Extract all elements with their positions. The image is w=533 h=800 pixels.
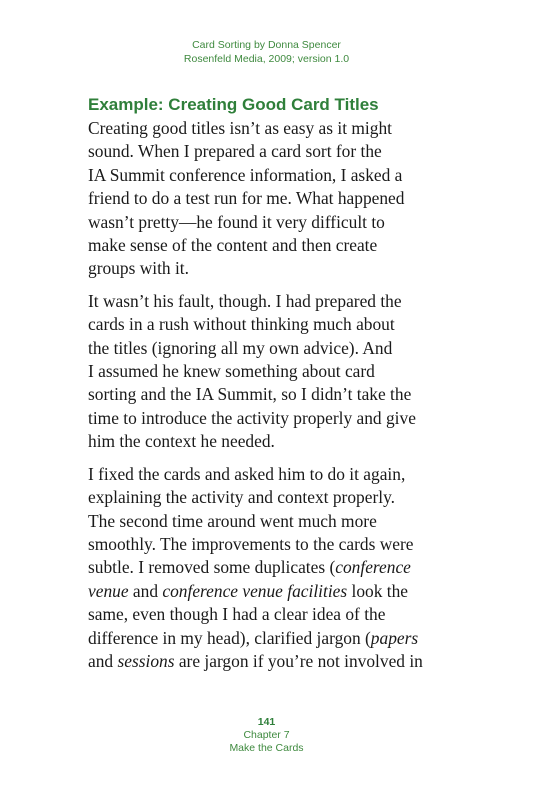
text-line: explaining the activity and context properly.: [88, 487, 395, 508]
text-line: time to introduce the activity properly and give: [88, 407, 416, 428]
text-line: [88, 650, 468, 673]
text-line: the titles (ignoring all my own advice). And: [88, 337, 393, 358]
text-segment: look the: [347, 580, 409, 601]
paragraph-1: [88, 117, 468, 281]
text-segment: are jargon if you’re not involved in: [174, 650, 423, 671]
section-title: Example: Creating Good Card Titles: [88, 95, 379, 114]
text-segment: difference in my head), clarified jargon (: [88, 627, 371, 648]
italic-term: venue: [88, 580, 129, 601]
italic-term: sessions: [117, 650, 175, 671]
text-line: I assumed he knew something about card: [88, 361, 375, 382]
text-line: [88, 580, 468, 603]
text-line: I fixed the cards and asked him to do it again,: [88, 463, 406, 484]
paragraph-3: [88, 463, 468, 674]
text-segment: and: [128, 580, 163, 601]
header-book-title: Card Sorting by Donna Spencer: [192, 39, 341, 51]
italic-term: conference venue facilities: [162, 580, 348, 601]
text-segment: subtle. I removed some duplicates (: [88, 557, 336, 578]
text-line: friend to do a test run for me. What happened: [88, 188, 405, 209]
italic-term: papers: [370, 627, 419, 648]
text-line: sound. When I prepared a card sort for the: [88, 141, 382, 162]
text-line: IA Summit conference information, I asked a: [88, 164, 403, 185]
text-line: It wasn’t his fault, though. I had prepared the: [88, 290, 402, 311]
italic-term: conference: [335, 557, 411, 578]
text-line: cards in a rush without thinking much about: [88, 314, 395, 335]
text-line: same, even though I had a clear idea of the: [88, 604, 386, 625]
text-line: him the context he needed.: [88, 431, 275, 452]
text-line: [88, 627, 468, 650]
text-line: smoothly. The improvements to the cards were: [88, 533, 414, 554]
text-line: groups with it.: [88, 258, 189, 279]
running-footer: [0, 716, 533, 755]
page-number: 141: [257, 716, 276, 728]
header-publisher: Rosenfeld Media, 2009; version 1.0: [183, 53, 350, 65]
text-line: wasn’t pretty—he found it very difficult to: [88, 211, 385, 232]
chapter-number: Chapter 7: [243, 729, 290, 741]
text-line: sorting and the IA Summit, so I didn’t take the: [88, 384, 412, 405]
paragraph-2: [88, 290, 468, 454]
text-line: The second time around went much more: [88, 510, 377, 531]
page-content: [88, 94, 468, 682]
text-segment: and: [88, 650, 118, 671]
chapter-title: Make the Cards: [229, 742, 304, 754]
text-line: make sense of the content and then create: [88, 235, 378, 256]
text-line: [88, 556, 468, 579]
running-header: [0, 38, 533, 66]
text-line: Creating good titles isn’t as easy as it might: [88, 118, 392, 138]
